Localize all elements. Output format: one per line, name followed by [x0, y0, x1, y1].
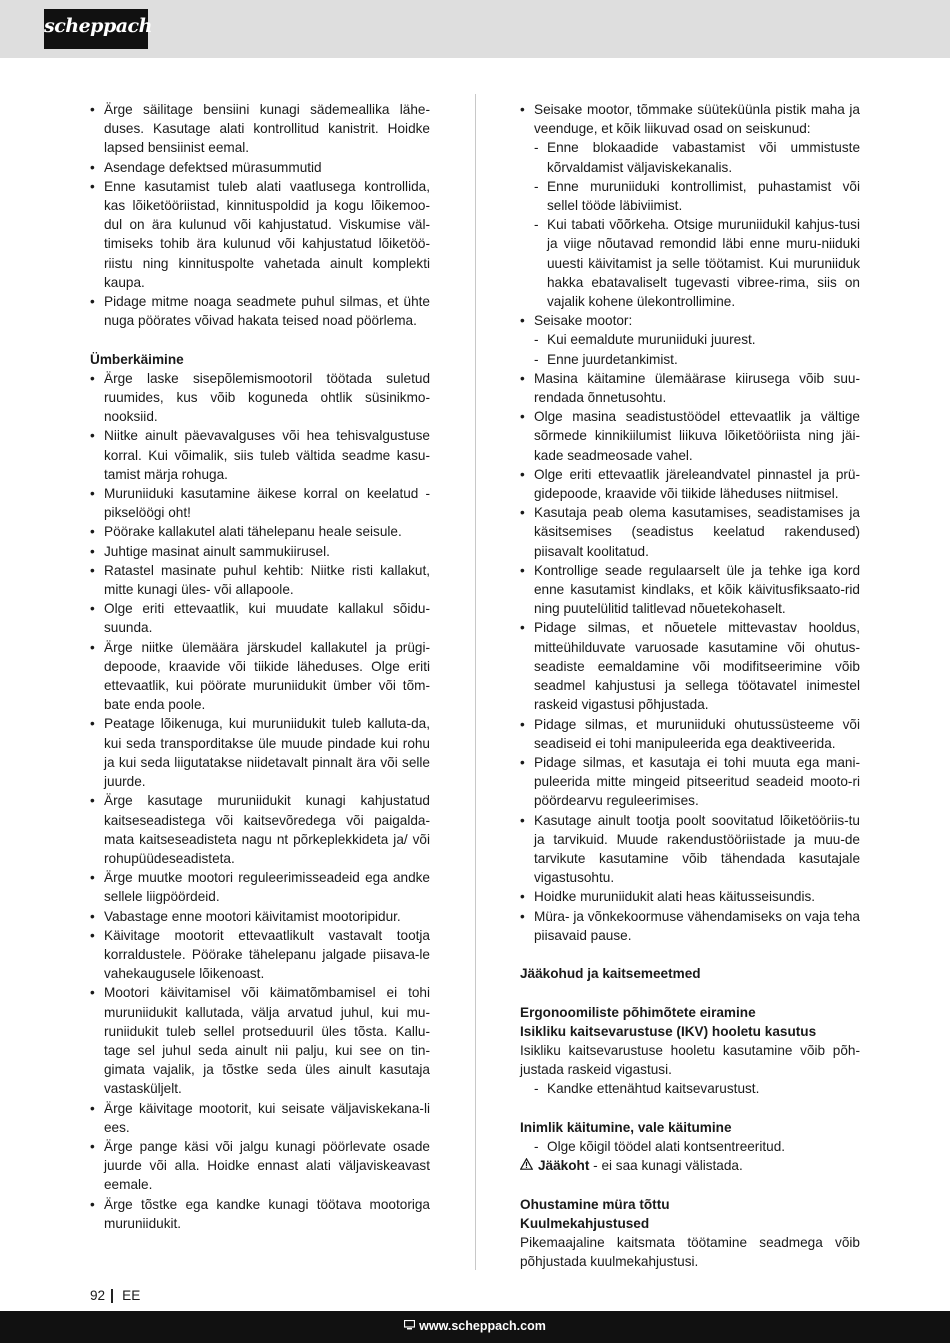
bullet-item: • Kasutage ainult tootja poolt soovitatud lõiketööriis-tu ja tarvikuid. Muude rakendustööriistade ja muu-de tarvikute kasutamine võib tähendada kasutajale vigastusohtu.	[520, 811, 860, 888]
dash-item: - Olge kõigil töödel alati kontsentreeritud.	[520, 1137, 860, 1156]
dash-item: - Kandke ettenähtud kaitsevarustust.	[520, 1079, 860, 1098]
dash-item: - Kui tabati võõrkeha. Otsige muruniidukil kahjus-tusi ja viige nõutavad remondid läbi enne muru-niiduki uuesti käivitamist ja selle töötamist. Kui muruniiduk hakka ebatavaliselt tugevasti vibree-rima, siis on vajalik kohene ülekontrollimine.	[520, 215, 860, 311]
brand-logo	[44, 9, 152, 49]
bullet-item: • Ärge tõstke ega kandke kunagi töötava mootoriga muruniidukit.	[90, 1195, 430, 1233]
bullet-item: • Müra- ja võnkekoormuse vähendamiseks on vaja teha piisavaid pause.	[520, 907, 860, 945]
page-footer	[90, 1288, 140, 1303]
dash-item: - Enne juurdetankimist.	[520, 350, 860, 369]
bullet-item: • Ärge kasutage muruniidukit kunagi kahjustatud kaitseseadistega või kaitsevõredega või paigalda-mata kaitseseadisteta nagu nt põrkeplekkideta ja/ või rohupüüdeseadisteta.	[90, 791, 430, 868]
dash-item: - Enne muruniiduki kontrollimist, puhastamist või sellel tööde läbiviimist.	[520, 177, 860, 215]
computer-icon	[404, 1319, 415, 1333]
bullet-item: • Enne kasutamist tuleb alati vaatlusega kontrollida, kas lõiketööriistad, kinnituspoldid ja kogu lõikemoo-dul on ära kulunud või kahjustatud. Viskumise väl-timiseks tohib ära kulunud või kahjustatud lõiketöö-riistu ning kinnituspolte vahetada ainult komplekti kaupa.	[90, 177, 430, 292]
column-divider	[475, 94, 476, 1270]
section-heading: Ergonoomiliste põhimõtete eiramine	[520, 1004, 756, 1020]
bullet-item: • Kontrollige seade regulaarselt üle ja tehke iga kord enne kasutamist kindlaks, et kõik käivitusfiksaato-rid ning puutelülitid talitlevad nõuetekohaselt.	[520, 561, 860, 619]
paragraph: Isikliku kaitsevarustuse hooletu kasutamine võib põh-justada raskeid vigastusi.	[520, 1042, 860, 1078]
bullet-item: • Ärge säilitage bensiini kunagi sädemeallika lähe-duses. Kasutage alati kontrollitud kanistrit. Hoidke lapsed bensiinist eemal.	[90, 100, 430, 158]
bullet-item: • Hoidke muruniidukit alati heas käitusseisundis.	[520, 887, 860, 906]
footer-separator	[111, 1289, 113, 1303]
brand-logo-text: scheppach	[44, 15, 152, 37]
section-heading: Jääkohud ja kaitsemeetmed	[520, 966, 701, 982]
warning-icon	[520, 1156, 534, 1175]
dash-item: - Enne blokaadide vabastamist või ummistuste kõrvaldamist väljaviskekanalis.	[520, 138, 860, 176]
bullet-item: • Ratastel masinate puhul kehtib: Niitke risti kallakut, mitte kunagi üles- või allapoole.	[90, 561, 430, 599]
bullet-item: • Pöörake kallakutel alati tähelepanu heale seisule.	[90, 522, 430, 541]
page-number: 92	[90, 1288, 106, 1303]
bullet-item: • Masina käitamine ülemäärase kiirusega võib suu-rendada õnnetusohtu.	[520, 369, 860, 407]
bullet-item: • Ärge niitke ülemäära järskudel kallakutel ja prügi-depoode, kraavide või tiikide läheduses. Olge eriti ettevaatlik, kui pöörate muruniidukit ümber või tõm-bate enda poole.	[90, 638, 430, 715]
spacer	[520, 1099, 860, 1118]
spacer	[520, 1175, 860, 1194]
bullet-item: • Käivitage mootorit ettevaatlikult vastavalt tootja korraldustele. Pöörake tähelepanu jalgade piisava-le vahekaugusele lõikenoast.	[90, 926, 430, 984]
website-line	[0, 1319, 950, 1333]
residual-risk-note	[520, 1156, 860, 1175]
bullet-item: • Seisake mootor:	[520, 311, 860, 330]
paragraph: Pikemaajaline kaitsmata töötamine seadmega võib põhjustada kuulmekahjustusi.	[520, 1234, 860, 1270]
bullet-item: • Vabastage enne mootori käivitamist mootoripidur.	[90, 907, 430, 926]
spacer	[520, 983, 860, 1002]
bullet-item: • Peatage lõikenuga, kui muruniidukit tuleb kalluta-da, kui seda transporditakse üle muude pindade kui rohu ja kui seda liigutatakse niidetavalt pinnalt ära või selle juurde.	[90, 714, 430, 791]
website-link[interactable]: www.scheppach.com	[419, 1319, 546, 1333]
bullet-item: • Olge eriti ettevaatlik, kui muudate kallakul sõidu-suunda.	[90, 599, 430, 637]
bullet-item: • Pidage silmas, et muruniiduki ohutussüsteeme või seadiseid ei tohi manipuleerida ega deaktiveerida.	[520, 715, 860, 753]
section-heading: Ümberkäimine	[90, 351, 184, 367]
section-heading: Ohustamine müra tõttu	[520, 1196, 670, 1212]
spacer	[520, 945, 860, 964]
bullet-item: • Juhtige masinat ainult sammukiirusel.	[90, 542, 430, 561]
spacer	[90, 330, 430, 349]
language-code: EE	[122, 1288, 141, 1303]
bullet-item: • Ärge laske sisepõlemismootoril töötada suletud ruumides, kus võib koguneda ohtlik süsinikmo-nooksiid.	[90, 369, 430, 427]
bullet-item: • Seisake mootor, tõmmake süüteküünla pistik maha ja veenduge, et kõik liikuvad osad on seiskunud:	[520, 100, 860, 138]
bullet-item: • Mootori käivitamisel või käimatõmbamisel ei tohi muruniidukit kallutada, välja arvatud juhul, kui mu-runiidukit tuleb sellel protseduuril üles tõsta. Kallu-tage sel juhul seda ainult nii palju, kui see on tin-gimata vajalik, ja tõstke seda üles ainult kasutaja vastasküljelt.	[90, 983, 430, 1098]
section-heading: Isikliku kaitsevarustuse (IKV) hooletu kasutus	[520, 1023, 817, 1039]
bullet-item: • Pidage silmas, et kasutaja ei tohi muuta ega mani-puleerida mitte mingeid pitseeritud seadeid mooto-ri pöördearvu reguleerimises.	[520, 753, 860, 811]
bullet-item: • Olge eriti ettevaatlik järeleandvatel pinnastel ja prü-gidepoode, kraavide või tiikide läheduses niitmisel.	[520, 465, 860, 503]
bullet-item: • Olge masina seadistustöödel ettevaatlik ja vältige sõrmede kinnikiilumist liikuva lõiketööriista ning jäi-kade seadmeosade vahel.	[520, 407, 860, 465]
section-heading: Kuulmekahjustused	[520, 1215, 650, 1231]
footer-band	[0, 1311, 950, 1343]
bullet-item: • Muruniiduki kasutamine äikese korral on keelatud - pikselöögi oht!	[90, 484, 430, 522]
bullet-item: • Ärge pange käsi või jalgu kunagi pöörlevate osade juurde või alla. Hoidke ennast alati väljaviskeavast eemale.	[90, 1137, 430, 1195]
bullet-item: • Ärge muutke mootori reguleerimisseadeid ega andke sellele liigpöördeid.	[90, 868, 430, 906]
bullet-item: • Pidage silmas, et nõuetele mittevastav hooldus, mitteühilduvate varuosade kasutamine või ohutus-seadiste eemaldamine või modifitseerimine võib seadmel kahjustusi ja sellega töötavatel inimestel raskeid vigastusi põhjustada.	[520, 618, 860, 714]
bullet-item: • Kasutaja peab olema kasutamises, seadistamises ja käsitsemises (seadistus keelatud rakendused) piisavalt koolitatud.	[520, 503, 860, 561]
bullet-item: • Ärge käivitage mootorit, kui seisate väljaviskekana-li ees.	[90, 1099, 430, 1137]
bullet-item: • Niitke ainult päevavalguses või hea tehisvalgustuse korral. Kui võimalik, siis tuleb vältida seadme kasu-tamist märja rohuga.	[90, 426, 430, 484]
right-column	[520, 100, 860, 1271]
bullet-item: • Pidage mitme noaga seadmete puhul silmas, et ühte nuga pöörates võivad hakata teised noad pöörlema.	[90, 292, 430, 330]
residual-risk-text: - ei saa kunagi välistada.	[589, 1158, 743, 1174]
bullet-item: • Asendage defektsed mürasummutid	[90, 158, 430, 177]
section-heading: Inimlik käitumine, vale käitumine	[520, 1119, 732, 1135]
dash-item: - Kui eemaldute muruniiduki juurest.	[520, 330, 860, 349]
residual-risk-label: Jääkoht	[538, 1158, 590, 1174]
header-band	[0, 0, 950, 58]
left-column	[90, 100, 430, 1233]
